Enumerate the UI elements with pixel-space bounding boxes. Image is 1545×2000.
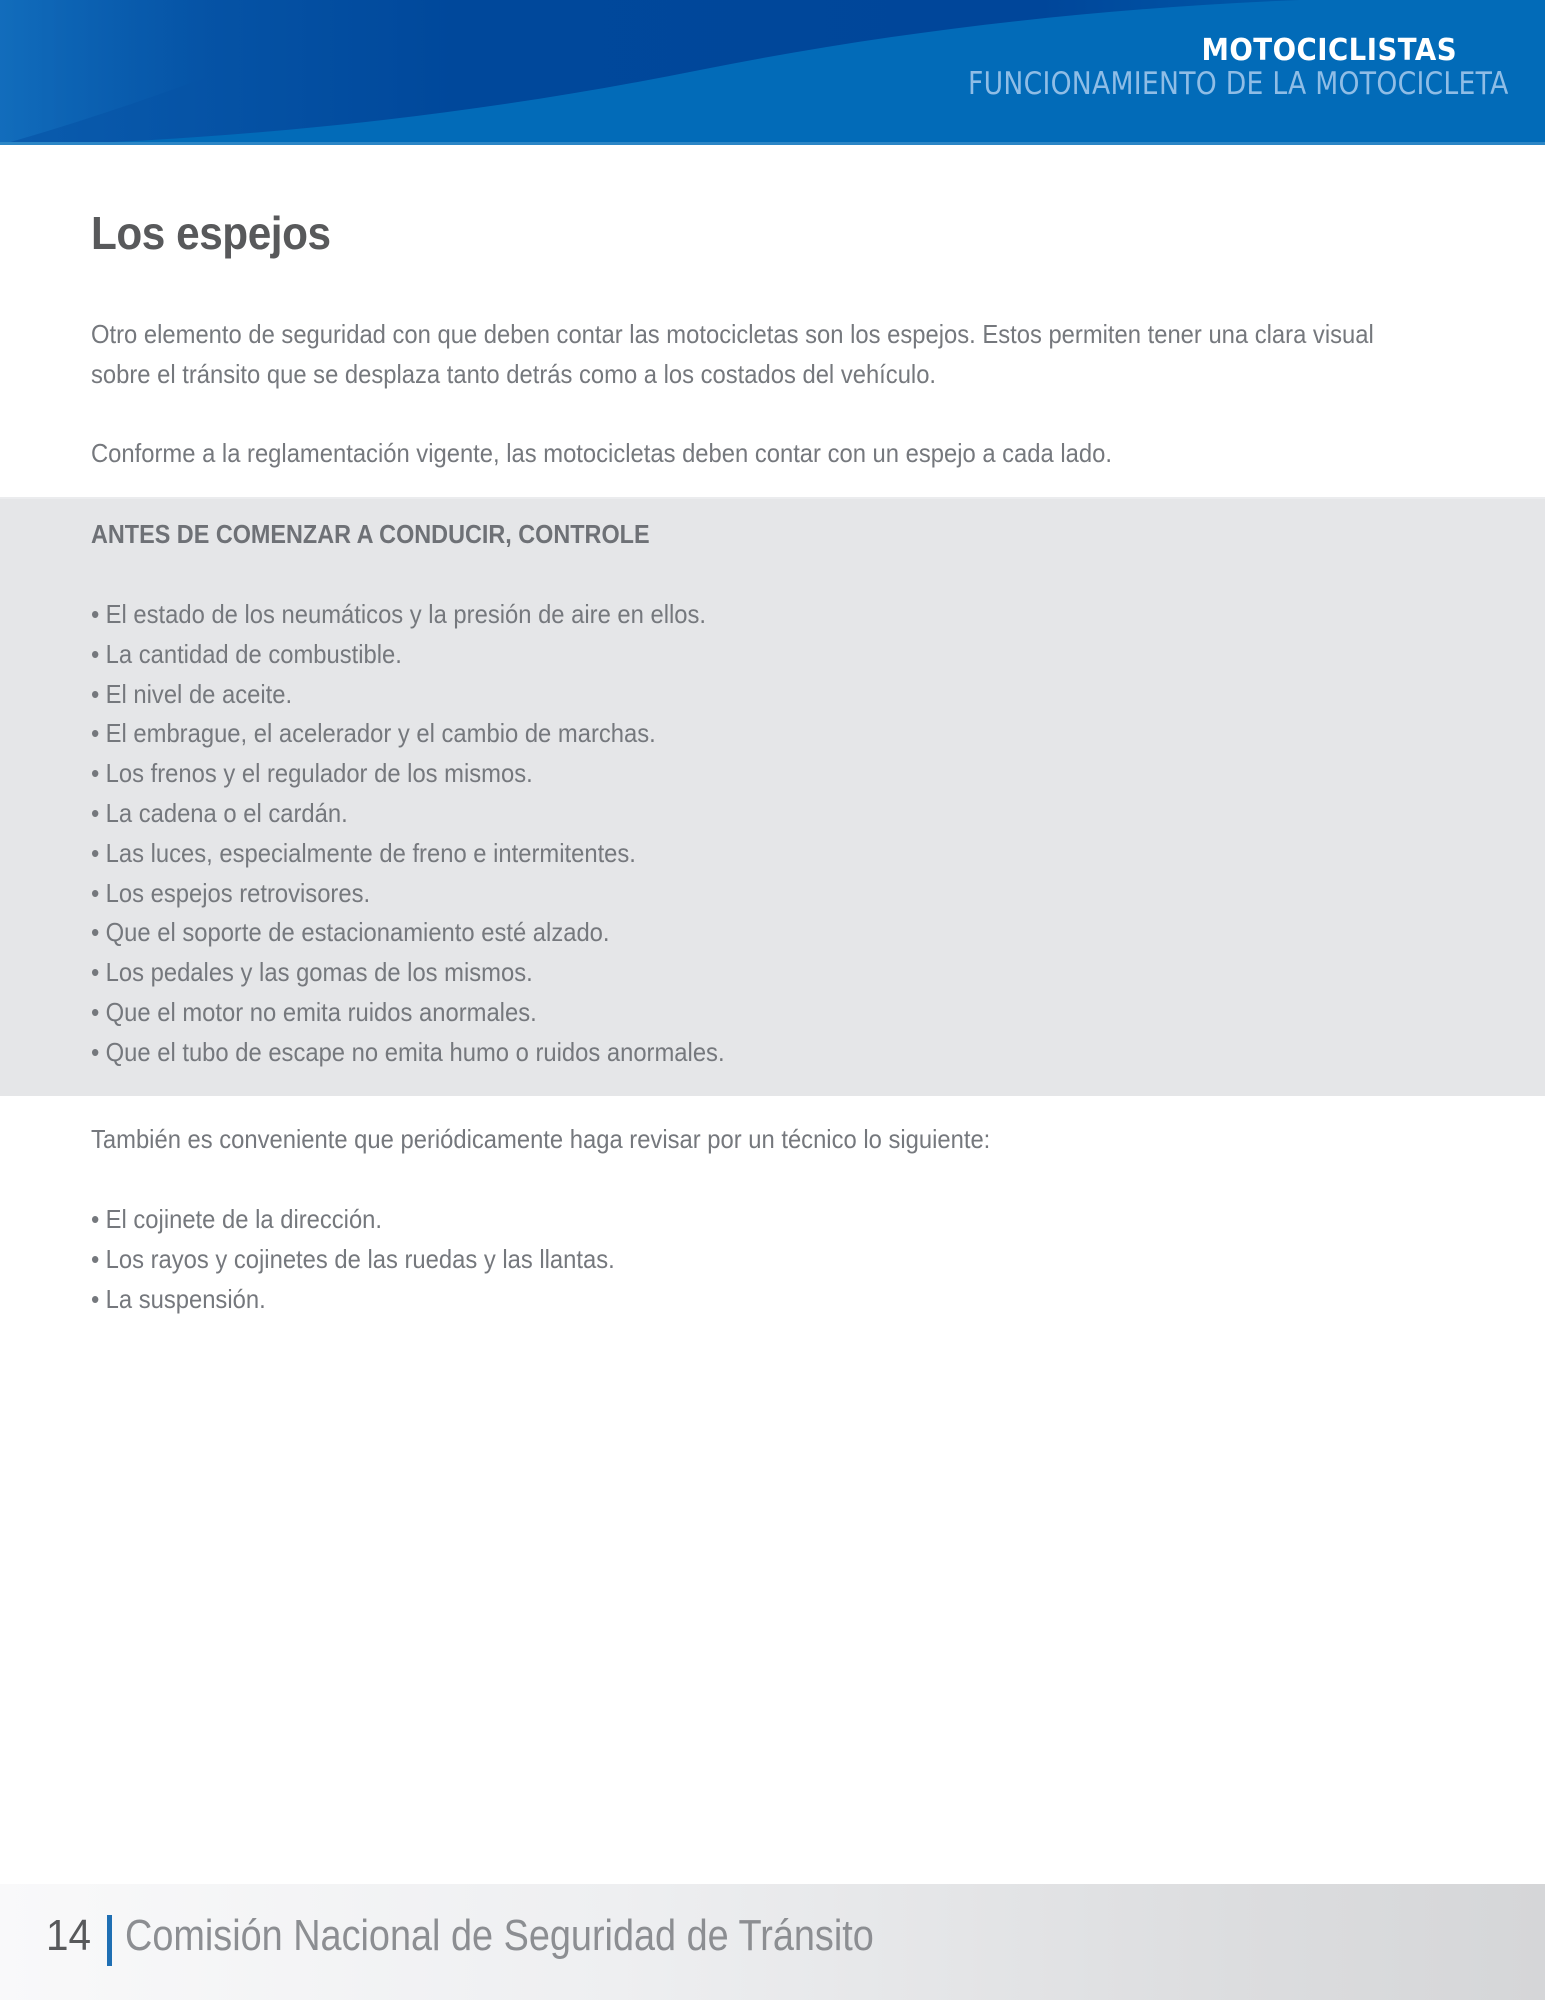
- bullet-icon: •: [91, 837, 100, 868]
- list-item: • Los espejos retrovisores.: [91, 874, 725, 914]
- bullet-icon: •: [91, 599, 100, 629]
- page-header: [0, 0, 1545, 145]
- list-item: • Los rayos y cojinetes de las ruedas y las llantas.: [91, 1240, 615, 1280]
- footer-divider: [107, 1915, 112, 1966]
- bullet-icon: •: [91, 1204, 100, 1234]
- list-item: • Que el tubo de escape no emita humo o ruidos anormales.: [91, 1033, 725, 1073]
- header-bottom-line: [0, 142, 1545, 145]
- header-section-title: MOTOCICLISTAS: [1201, 33, 1458, 68]
- list-item: • La cadena o el cardán.: [91, 794, 725, 834]
- bullet-icon: •: [91, 718, 100, 749]
- list-item: • Los frenos y el regulador de los mismos.: [91, 754, 725, 794]
- bullet-icon: •: [91, 758, 100, 789]
- bullet-icon: •: [91, 917, 100, 948]
- page-number: 14: [46, 1911, 92, 1960]
- bullet-icon: •: [91, 638, 100, 669]
- bullet-icon: •: [91, 877, 100, 908]
- page-footer: [0, 1884, 1545, 2000]
- intro-paragraph-line-1: Otro elemento de seguridad con que deben contar las motocicletas son los espejos. Estos permiten tener una clara visual: [91, 319, 1374, 349]
- list-item: • La cantidad de combustible.: [91, 635, 725, 675]
- list-item: • Los pedales y las gomas de los mismos.: [91, 953, 725, 993]
- regulation-paragraph: Conforme a la reglamentación vigente, las motocicletas deben contar con un espejo a cada lado.: [91, 438, 1112, 468]
- header-subsection-title: FUNCIONAMIENTO DE LA MOTOCICLETA: [968, 66, 1509, 102]
- bullet-icon: •: [91, 1036, 100, 1067]
- header-titles: [880, 33, 1509, 102]
- footer-organization-name: Comisión Nacional de Seguridad de Tránsito: [125, 1911, 874, 1960]
- bullet-icon: •: [91, 1243, 100, 1274]
- pre-ride-checklist: [91, 595, 725, 1073]
- bullet-icon: •: [91, 957, 100, 988]
- list-item: • Que el soporte de estacionamiento esté alzado.: [91, 913, 725, 953]
- bullet-icon: •: [91, 1283, 100, 1314]
- list-item: • El cojinete de la dirección.: [91, 1200, 615, 1240]
- list-item: • El nivel de aceite.: [91, 675, 725, 715]
- list-item: • El estado de los neumáticos y la presión de aire en ellos.: [91, 595, 725, 635]
- list-item: • La suspensión.: [91, 1280, 615, 1320]
- technician-intro-paragraph: También es conveniente que periódicamente haga revisar por un técnico lo siguiente:: [91, 1124, 991, 1154]
- list-item: • Que el motor no emita ruidos anormales.: [91, 993, 725, 1033]
- list-item: • Las luces, especialmente de freno e intermitentes.: [91, 834, 725, 874]
- checklist-heading: ANTES DE COMENZAR A CONDUCIR, CONTROLE: [91, 519, 650, 549]
- list-item: • El embrague, el acelerador y el cambio de marchas.: [91, 714, 725, 754]
- technician-checklist: [91, 1200, 615, 1319]
- intro-paragraph: [91, 314, 1374, 394]
- bullet-icon: •: [91, 678, 100, 709]
- intro-paragraph-line-2: sobre el tránsito que se desplaza tanto detrás como a los costados del vehículo.: [91, 359, 937, 389]
- bullet-icon: •: [91, 797, 100, 828]
- bullet-icon: •: [91, 996, 100, 1027]
- page-title: Los espejos: [91, 207, 331, 259]
